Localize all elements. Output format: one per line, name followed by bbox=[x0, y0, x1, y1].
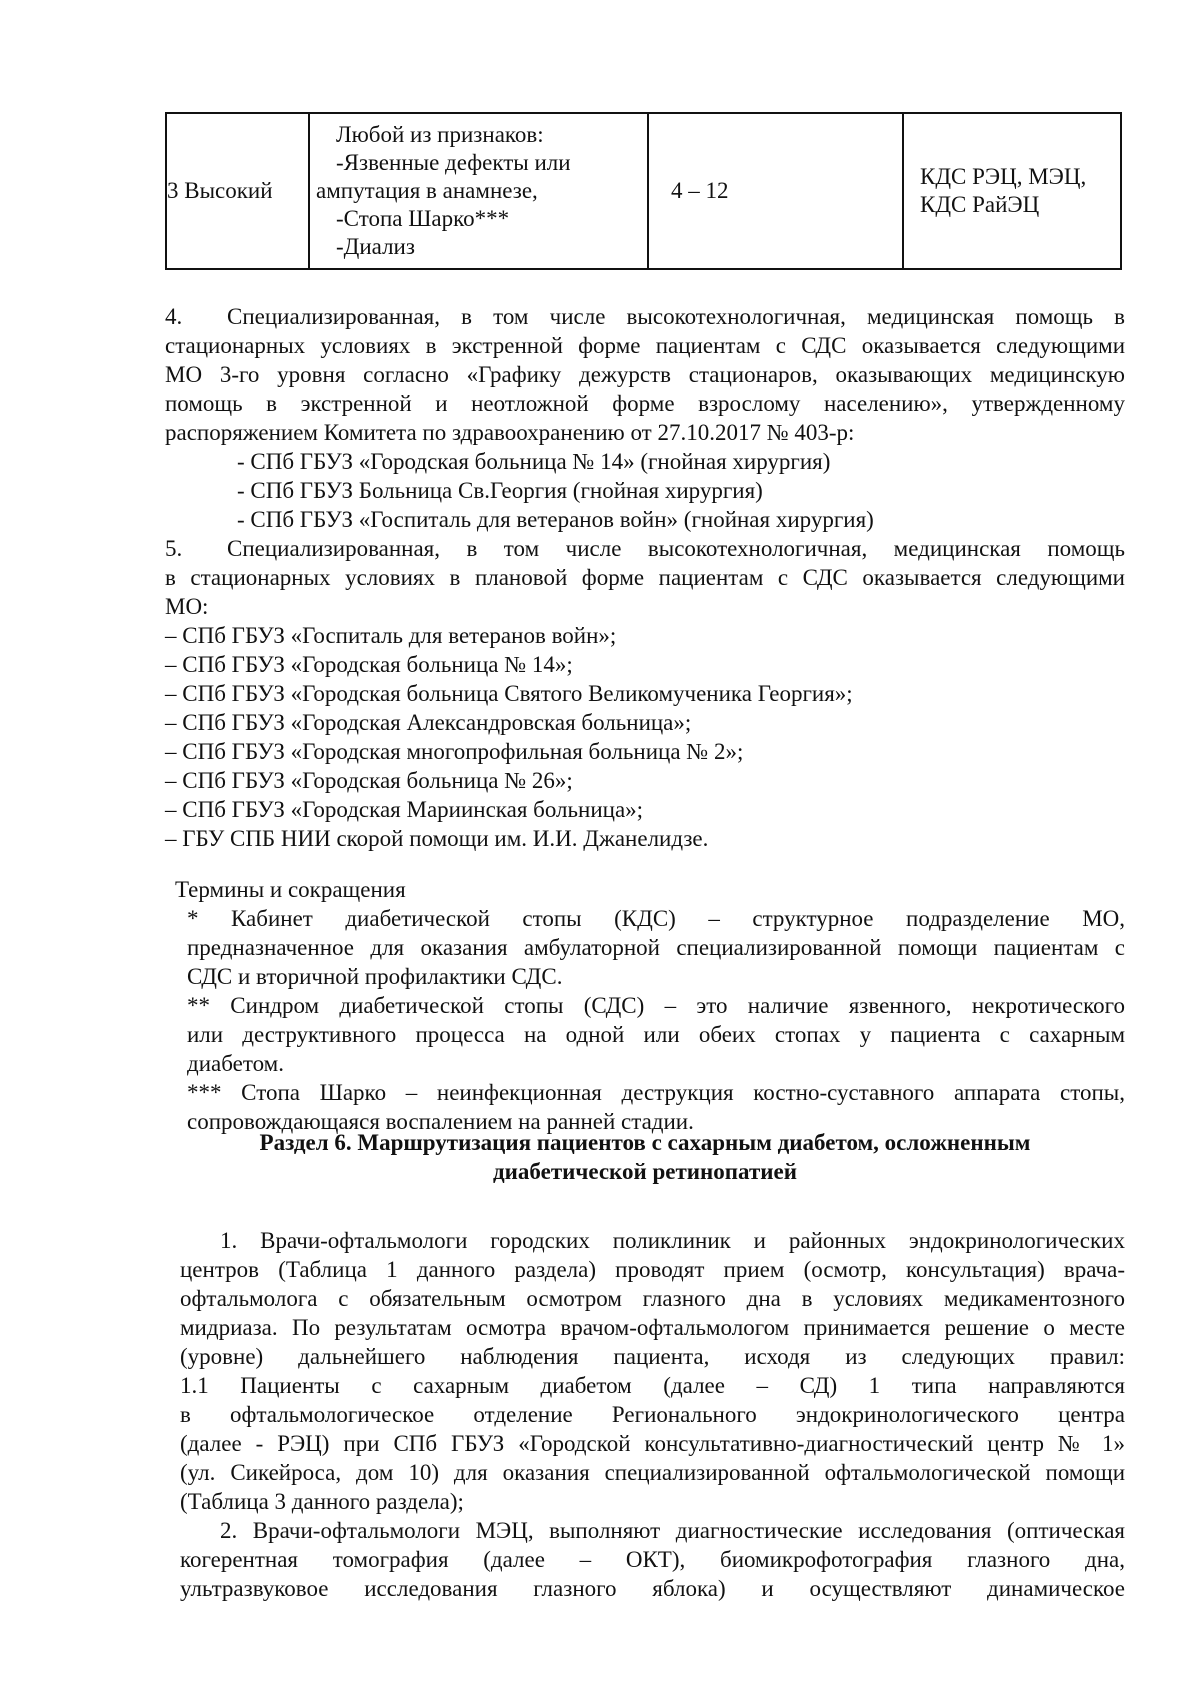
hospital-item: – СПб ГБУЗ «Городская больница Святого Великомученика Георгия»; bbox=[165, 681, 853, 706]
feature-line: -Стопа Шарко*** bbox=[336, 206, 510, 231]
hospital-item: – СПб ГБУЗ «Городская Александровская больница»; bbox=[165, 710, 692, 735]
term-line: или деструктивного процесса на одной или обеих стопах у пациента с сахарным bbox=[187, 1022, 1125, 1047]
item-number: 4. bbox=[165, 304, 183, 329]
hospital-item: – СПб ГБУЗ «Городская многопрофильная больница № 2»; bbox=[165, 739, 744, 764]
hospital-item: – СПб ГБУЗ «Городская Мариинская больница»; bbox=[165, 797, 644, 822]
paragraph-line: 2. Врачи-офтальмологи МЭЦ, выполняют диагностические исследования (оптическая bbox=[220, 1518, 1125, 1543]
paragraph-line: МО 3-го уровня согласно «Графику дежурств стационаров, оказывающих медицинскую bbox=[165, 362, 1125, 387]
feature-line: -Диализ bbox=[336, 234, 415, 259]
paragraph-line: 1.1 Пациенты с сахарным диабетом (далее – СД) 1 типа направляются bbox=[180, 1373, 1125, 1398]
term-line: *** Стопа Шарко – неинфекционная деструкция костно-суставного аппарата стопы, bbox=[187, 1080, 1125, 1105]
feature-line: ампутация в анамнезе, bbox=[316, 178, 538, 203]
term-line: предназначенное для оказания амбулаторной специализированной помощи пациентам с bbox=[187, 935, 1125, 960]
item-5 bbox=[165, 534, 1125, 853]
paragraph-line: стационарных условиях в экстренной форме пациентам с СДС оказывается следующими bbox=[165, 333, 1125, 358]
paragraph-line: мидриаза. По результатам осмотра врачом-офтальмологом принимается решение о месте bbox=[180, 1315, 1125, 1340]
paragraph-line: в офтальмологическое отделение Регионального эндокринологического центра bbox=[180, 1402, 1125, 1427]
paragraph-line: 1. Врачи-офтальмологи городских поликлиник и районных эндокринологических bbox=[220, 1228, 1125, 1253]
institution-line: КДС РЭЦ, МЭЦ, bbox=[920, 164, 1087, 189]
hospital-item: – ГБУ СПБ НИИ скорой помощи им. И.И. Джанелидзе. bbox=[165, 826, 709, 851]
paragraph-line: 4. Специализированная, в том числе высокотехнологичная, медицинская помощь в bbox=[165, 304, 1125, 329]
feature-line: Любой из признаков: bbox=[336, 122, 544, 147]
hospital-item: – СПб ГБУЗ «Госпиталь для ветеранов войн»; bbox=[165, 623, 617, 648]
paragraph-line: 5. Специализированная, в том числе высокотехнологичная, медицинская помощь bbox=[165, 536, 1125, 561]
terms-title: Термины и сокращения bbox=[175, 877, 406, 902]
paragraph-line: помощь в экстренной и неотложной форме взрослому населению», утвержденному bbox=[165, 391, 1125, 416]
hospital-item: - СПб ГБУЗ Больница Св.Георгия (гнойная хирургия) bbox=[237, 478, 763, 503]
paragraph-line: центров (Таблица 1 данного раздела) проводят прием (осмотр, консультация) врача- bbox=[180, 1257, 1125, 1282]
term-line: ** Синдром диабетической стопы (СДС) – это наличие язвенного, некротического bbox=[187, 993, 1125, 1018]
section-6-body bbox=[180, 1226, 1125, 1603]
term-line: СДС и вторичной профилактики СДС. bbox=[187, 964, 563, 989]
table-row bbox=[166, 113, 1121, 269]
paragraph-line: офтальмолога с обязательным осмотром глазного дна в условиях медикаментозного bbox=[180, 1286, 1125, 1311]
terms-section bbox=[175, 875, 1125, 1136]
features-cell bbox=[309, 113, 648, 269]
risk-level-table bbox=[165, 112, 1122, 270]
hospital-item: - СПб ГБУЗ «Госпиталь для ветеранов войн» (гнойная хирургия) bbox=[237, 507, 874, 532]
paragraph-line: распоряжением Комитета по здравоохранению от 27.10.2017 № 403-р: bbox=[165, 420, 855, 445]
paragraph-line: в стационарных условиях в плановой форме пациентам с СДС оказывается следующими bbox=[165, 565, 1125, 590]
item-4 bbox=[165, 302, 1125, 534]
paragraph-line: (уровне) дальнейшего наблюдения пациента, исходя из следующих правил: bbox=[180, 1344, 1125, 1369]
hospital-item: – СПб ГБУЗ «Городская больница № 14»; bbox=[165, 652, 573, 677]
frequency-cell: 4 – 12 bbox=[648, 113, 903, 269]
paragraph-line: (далее - РЭЦ) при СПб ГБУЗ «Городской консультативно-диагностический центр № 1» bbox=[180, 1431, 1125, 1456]
paragraph-line: МО: bbox=[165, 594, 209, 619]
term-line: * Кабинет диабетической стопы (КДС) – структурное подразделение МО, bbox=[187, 906, 1125, 931]
paragraph-line: ультразвуковое исследования глазного яблока) и осуществляют динамическое bbox=[180, 1576, 1125, 1601]
hospital-item: - СПб ГБУЗ «Городская больница № 14» (гнойная хирургия) bbox=[237, 449, 831, 474]
institutions-cell bbox=[903, 113, 1121, 269]
item-number: 5. bbox=[165, 536, 183, 561]
paragraph-line: (Таблица 3 данного раздела); bbox=[180, 1489, 464, 1514]
institution-line: КДС РайЭЦ bbox=[920, 192, 1040, 217]
feature-line: -Язвенные дефекты или bbox=[336, 150, 571, 175]
risk-level-cell: 3 Высокий bbox=[166, 113, 309, 269]
paragraph-line: (ул. Сикейроса, дом 10) для оказания специализированной офтальмологической помощи bbox=[180, 1460, 1125, 1485]
term-line: сопровождающаяся воспалением на ранней стадии. bbox=[187, 1109, 694, 1134]
section-6-title: Раздел 6. Маршрутизация пациентов с сахарным диабетом, осложненным диабетической ретинопатией bbox=[259, 1130, 1031, 1184]
paragraph-line: когерентная томография (далее – ОКТ), биомикрофотография глазного дна, bbox=[180, 1547, 1125, 1572]
hospital-item: – СПб ГБУЗ «Городская больница № 26»; bbox=[165, 768, 573, 793]
term-line: диабетом. bbox=[187, 1051, 284, 1076]
